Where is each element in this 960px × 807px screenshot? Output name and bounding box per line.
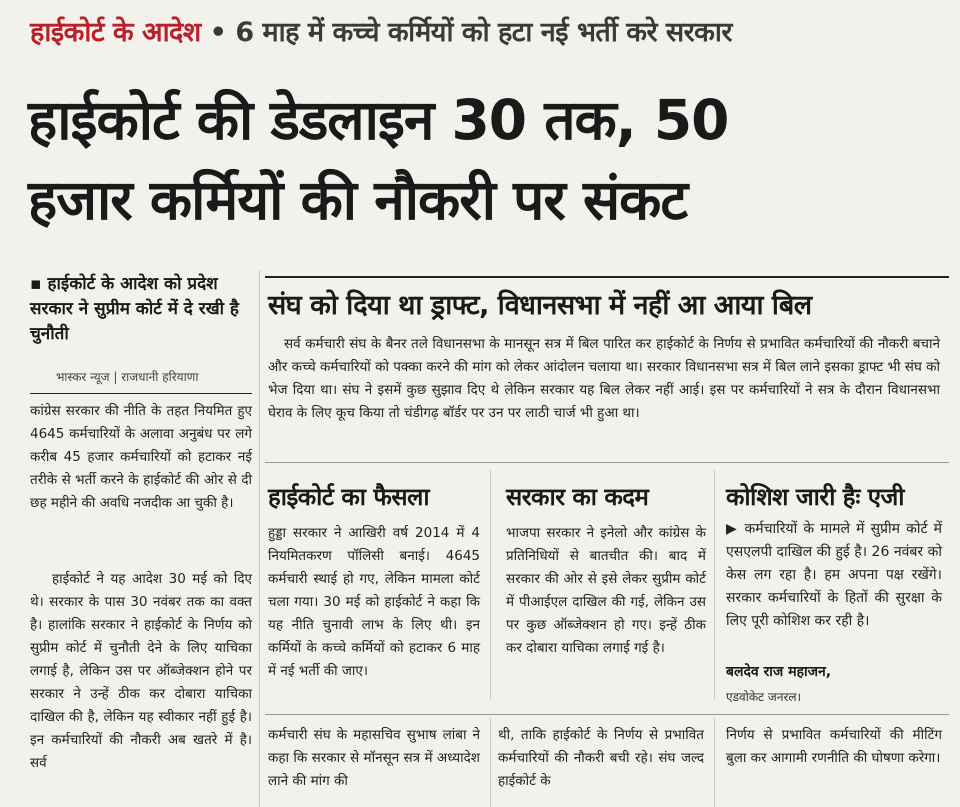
subhead-rule-top: [265, 276, 949, 278]
intro-rule: [265, 462, 949, 463]
bottom-col-2: थी, ताकि हाईकोर्ट के निर्णय से प्रभावित कर्मचारियों की नौकरी बची रहे। संघ जल्द हाईकोर्ट के: [498, 727, 704, 789]
quote-author-name: बलदेव राज महाजन,: [726, 664, 832, 680]
bottom-col-3: निर्णय से प्रभावित कर्मचारियों की मीटिंग बुला कर आगामी रणनीति की घोषणा करेगा।: [726, 727, 942, 766]
side-rule: [30, 393, 252, 394]
kicker-line: [30, 12, 950, 49]
side-deck: ▪ हाईकोर्ट के आदेश को प्रदेश सरकार ने सुप्रीम कोर्ट में दे रखी है चुनौती: [30, 274, 239, 344]
main-intro: सर्व कर्मचारी संघ के बैनर तले विधानसभा के मानसून सत्र में बिल पारित कर हाईकोर्ट के निर्णय से प्रभावित कर्मचारियों की नौकरी बचाने और कच्चे कर्मचारियों को पक्का करने की मांग को लेकर आंदोलन चलाया था। सरकार विधानसभा सत्र में बिल लाने इसका ड्राफ्ट भी संघ को भेज दिया था। संघ ने इसमें कुछ सुझाव दिए थे लेकिन सरकार यह बिल लेकर नहीं आई। इस पर कर्मचारियों ने सत्र के दौरान विधानसभा घेराव के लिए कूच किया तो चंडीगढ़ बॉर्डर पर उन पर लाठी चार्ज भी हुआ था।: [268, 336, 940, 421]
column-divider: [714, 718, 715, 807]
court-verdict-body: हुड्डा सरकार ने आखिरी वर्ष 2014 में 4 नियमितकरण पॉलिसी बनाई। 4645 कर्मचारी स्थाई हो गए, लेकिन मामला कोर्ट चला गया। 30 मई को हाईकोर्ट ने कहा कि यह नीति चुनावी लाभ के लिए थी। इन कर्मियों के कच्चे कर्मियों को हटाकर 6 माह में नई भर्ती की जाए।: [268, 525, 480, 679]
headline-line-1: हाईकोर्ट की डेडलाइन 30 तक, 50: [28, 88, 729, 152]
quote-marker-icon: ▶: [726, 521, 739, 537]
kicker-label: हाईकोर्ट के आदेश: [30, 17, 201, 48]
quote-author-role: एडवोकेट जनरल।: [726, 690, 802, 704]
ag-quote-text: कर्मचारियों के मामले में सुप्रीम कोर्ट में एसएलपी दाखिल की हुई है। 26 नवंबर को केस लग रहा है। हम अपना पक्ष रखेंगे। सरकार कर्मचारियों के हितों की सुरक्षा के लिए पूरी कोशिश कर रही है।: [726, 521, 942, 629]
column-divider: [490, 470, 491, 700]
ag-quote: [726, 518, 942, 633]
section-title-court-verdict: हाईकोर्ट का फैसला: [268, 483, 430, 511]
column-divider: [714, 470, 715, 700]
section-title-ag-quote: कोशिश जारी हैः एजी: [726, 483, 905, 511]
column-divider: [490, 718, 491, 807]
kicker-text: 6 माह में कच्चे कर्मियों को हटा नई भर्ती करे सरकार: [235, 17, 732, 48]
sub-headline: संघ को दिया था ड्राफ्ट, विधानसभा में नहीं आ आया बिल: [268, 290, 812, 321]
kicker-bullet: •: [209, 17, 227, 48]
side-para-2: हाईकोर्ट ने यह आदेश 30 मई को दिए थे। सरकार के पास 30 नवंबर तक का वक्त है। हालांकि सरकार ने हाईकोर्ट के निर्णय को सुप्रीम कोर्ट में चुनौती देने के लिए याचिका लगाई है, लेकिन उस पर ऑब्जेक्शन होने पर सरकार ने उन्हें ठीक कर दोबारा याचिका दाखिल की है, लेकिन यह स्वीकार नहीं हुई है। इन कर्मचारियों की नौकरी अब खतरे में है। सर्व: [30, 571, 252, 771]
byline: भास्कर न्यूज | राजधानी हरियाणा: [56, 370, 199, 384]
main-headline: [28, 80, 948, 240]
column-divider: [259, 270, 260, 807]
side-para-1: कांग्रेस सरकार की नीति के तहत नियमित हुए 4645 कर्मचारियों के अलावा अनुबंध पर लगे करीब 45 हजार कर्मचारियों को हटाकर नई तरीके से भर्ती करने के हाईकोर्ट की ओर से दी छह महीने की अवधि नजदीक आ चुकी है।: [30, 403, 252, 511]
bottom-rule: [265, 714, 949, 715]
headline-line-2: हजार कर्मियों की नौकरी पर संकट: [28, 168, 688, 232]
bottom-col-1: कर्मचारी संघ के महासचिव सुभाष लांबा ने कहा कि सरकार से मॉनसून सत्र में अध्यादेश लाने की मांग की: [268, 727, 480, 789]
section-title-govt-step: सरकार का कदम: [506, 483, 649, 511]
govt-step-body: भाजपा सरकार ने इनेलो और कांग्रेस के प्रतिनिधियों से बातचीत की। बाद में सरकार की ओर से इसे लेकर सुप्रीम कोर्ट में पीआईएल दाखिल की गई, लेकिन उस पर कुछ ऑब्जेक्शन हो गए। इन्हें ठीक कर दोबारा याचिका लगाई गई है।: [506, 525, 706, 656]
